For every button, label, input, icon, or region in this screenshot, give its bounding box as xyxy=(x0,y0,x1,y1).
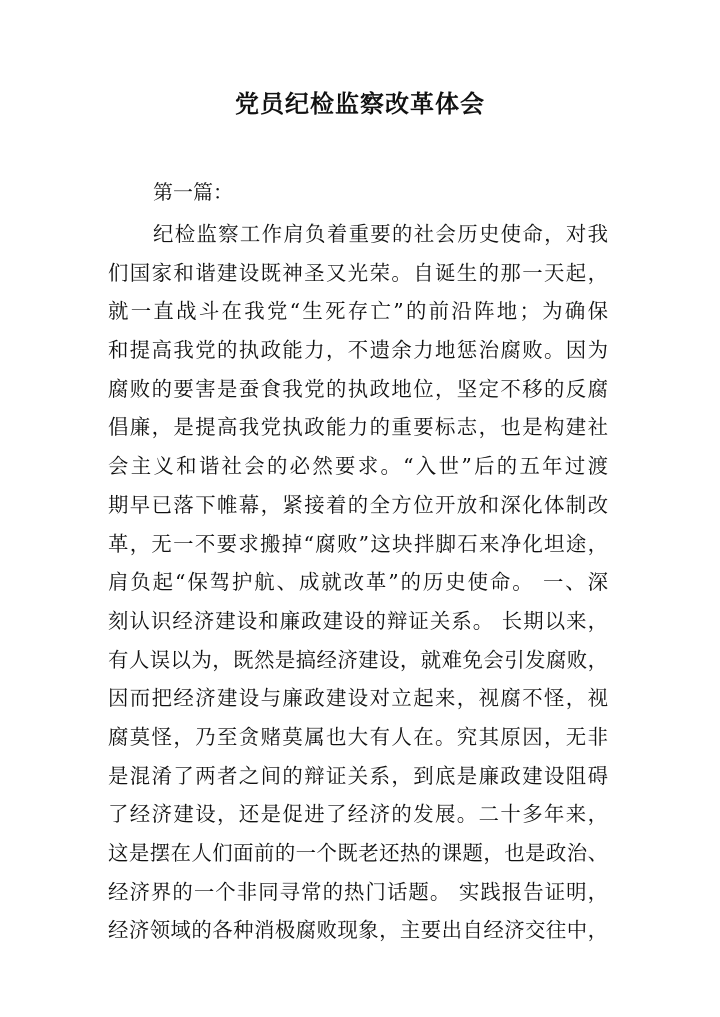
body-line: 倡廉，是提高我党执政能力的重要标志，也是构建社 xyxy=(108,415,608,440)
body-line: 因而把经济建设与廉政建设对立起来，视腐不怪，视 xyxy=(108,686,608,711)
body-line: 腐莫怪，乃至贪赌莫属也大有人在。究其原因，无非 xyxy=(108,724,608,749)
document-title: 党员纪检监察改革体会 xyxy=(235,90,485,118)
body-line: 肩负起“保驾护航、成就改革”的历史使命。 一、深 xyxy=(108,570,608,595)
body-paragraph xyxy=(108,215,608,950)
body-line: 这是摆在人们面前的一个既老还热的课题，也是政治、 xyxy=(108,841,608,865)
body-line: 们国家和谐建设既神圣又光荣。自诞生的那一天起， xyxy=(108,260,608,285)
body-line: 和提高我党的执政能力，不遗余力地惩治腐败。因为 xyxy=(108,338,608,363)
body-line: 是混淆了两者之间的辩证关系，到底是廉政建设阻碍 xyxy=(108,763,608,788)
body-line: 了经济建设，还是促进了经济的发展。二十多年来， xyxy=(108,802,608,827)
body-line: 有人误以为，既然是搞经济建设，就难免会引发腐败， xyxy=(108,647,608,672)
body-line: 纪检监察工作肩负着重要的社会历史使命，对我 xyxy=(153,222,608,246)
body-line: 就一直战斗在我党“生死存亡”的前沿阵地；为确保 xyxy=(108,299,608,324)
body-line: 经济界的一个非同寻常的热门话题。 实践报告证明， xyxy=(108,879,608,904)
body-line: 期早已落下帷幕，紧接着的全方位开放和深化体制改 xyxy=(108,492,608,517)
body-line: 腐败的要害是蚕食我党的执政地位，坚定不移的反腐 xyxy=(108,376,608,401)
body-line: 刻认识经济建设和廉政建设的辩证关系。 长期以来， xyxy=(108,608,608,633)
body-line: 革，无一不要求搬掉“腐败”这块拌脚石来净化坦途， xyxy=(108,531,608,556)
body-line: 经济领域的各种消极腐败现象，主要出自经济交往中， xyxy=(108,918,608,943)
section-label: 第一篇： xyxy=(153,180,233,204)
body-line: 会主义和谐社会的必然要求。“入世”后的五年过渡 xyxy=(108,454,608,479)
